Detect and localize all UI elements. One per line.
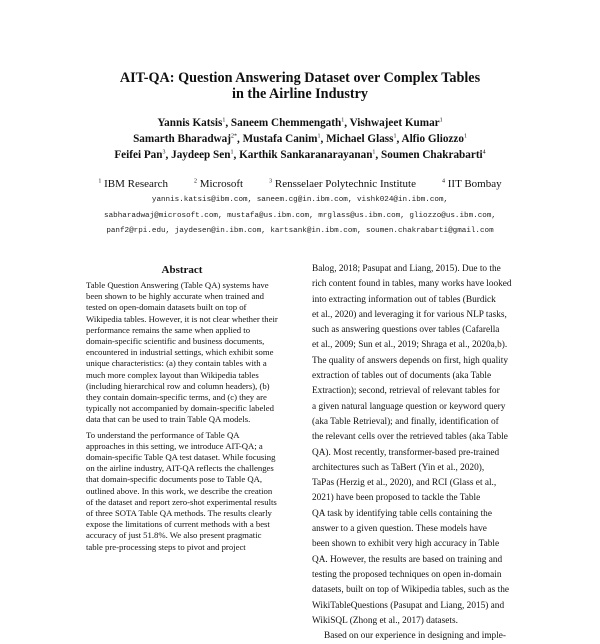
author-name: Alfio Gliozzo [401, 133, 464, 145]
abstract-heading: Abstract [161, 264, 203, 276]
affiliation-list [60, 177, 540, 191]
email-line: panf2@rpi.edu, jaydesen@in.ibm.com, kartsank@in.ibm.com, soumen.chakrabarti@gmail.com [106, 227, 494, 235]
email-line: sabharadwaj@microsoft.com, mustafa@us.ibm.com, mrglass@us.ibm.com, gliozzo@us.ibm.com, [104, 211, 496, 220]
affiliation-mark: 2 [193, 178, 197, 185]
author-affiliation-mark: 1 [393, 133, 397, 140]
author-affiliation-mark: 1 [222, 117, 226, 124]
author-line: Samarth Bharadwaj$^{2*}$, Mustafa Canim$^1$, Michael Glass$^1$, Alfio Gliozzo$^1$ [133, 133, 467, 145]
body-text-line: Based on our experience in designing and imple- [324, 631, 507, 642]
author-affiliation-mark: 1 [463, 133, 467, 140]
affiliation-mark: 4 [442, 178, 445, 185]
author-name: Saneem Chemmengath [230, 117, 342, 129]
body-text-line: the relevant cells over the retrieved tables (aka Table [312, 432, 508, 443]
author-name: Feifei Pan [114, 149, 163, 161]
title-line: AIT-QA: Question Answering Dataset over Complex Tables [119, 70, 481, 86]
body-text-line: TaPas (Herzig et al., 2020), and RCI (Glass et al., [312, 478, 497, 489]
email-line: yannis.katsis@ibm.com, saneem.cg@in.ibm.com, vishk024@in.ibm.com, [151, 196, 449, 204]
body-text-line: Balog, 2018; Pasupat and Liang, 2015). Due to the [312, 264, 501, 274]
body-text-line: architectures such as TaBert (Yin et al., 2020), [312, 462, 485, 473]
body-text-line: been shown to exhibit very high accuracy in Table [312, 539, 500, 550]
email-list [40, 193, 560, 240]
body-text-line: WikiTableQuestions (Pasupat and Liang, 2015) and [312, 600, 505, 611]
body-text-line: extraction of tables out of documents (aka Table [312, 371, 492, 382]
affiliation [98, 177, 168, 191]
title-line: in the Airline Industry [232, 86, 368, 102]
body-text-line: answer to a given question. These models have [312, 524, 487, 535]
body-text-line: a given natural language question or keyword query [312, 401, 506, 412]
author-affiliation-mark: 1 [372, 149, 376, 156]
body-text-line: testing the proposed techniques on open in-domain [312, 569, 502, 580]
author-affiliation-mark: 1 [230, 149, 234, 156]
affiliation-name: Microsoft [199, 178, 244, 190]
author-affiliation-mark: 4 [482, 149, 486, 156]
body-text-line: QA). Most recently, transformer-based pre-trained [312, 447, 500, 458]
author-affiliation-mark: 1 [317, 133, 321, 140]
author-line: Yannis Katsis$^1$, Saneem Chemmengath$^1$, Vishwajeet Kumar$^1$ [157, 117, 443, 129]
affiliation [269, 177, 416, 191]
body-text-line: (aka Table Retrieval); and finally, identification of [312, 416, 499, 427]
author-affiliation-mark: 3 [162, 149, 166, 156]
abstract-paragraph: Table Question Answering (Table QA) systems have been shown to be highly accurate when trained and tested on open-domain datasets built on top of Wikipedia tables. However, it is not clear whether their performance remains the same when applied to domain-specific scientific and business documents, encountered in industrial settings, which exhibit some unique characteristics: (a) they contain tables with a much more complex layout than Wikipedia tables (including hierarchical row and column headers), (b) they contain domain-specific terms, and (c) they are typically not accompanied by domain-specific labeled data that can be used to train Table QA models. [86, 280, 278, 425]
affiliation [442, 177, 502, 191]
author-name: Jaydeep Sen [171, 149, 231, 161]
body-text-line: et al., 2009; Sun et al., 2019; Shraga et al., 2020a,b). [312, 340, 508, 351]
body-text-line: et al., 2020) and leveraging it for various NLP tasks, [312, 309, 507, 320]
author-name: Michael Glass [326, 133, 394, 145]
body-text-line: The quality of answers depends on first, high quality [312, 355, 508, 366]
body-text-line: QA. However, the results are based on training and [312, 554, 503, 565]
body-text-line: WikiSQL (Zhong et al., 2017) datasets. [312, 615, 458, 626]
body-text-line: Extraction); second, retrieval of relevant tables for [312, 386, 500, 397]
affiliation-name: IIT Bombay [447, 178, 502, 190]
body-text-line: into extracting information out of tables (Burdick [312, 294, 496, 305]
author-name: Yannis Katsis [157, 117, 223, 129]
author-name: Soumen Chakrabarti [381, 149, 483, 161]
paper-title [60, 70, 540, 102]
author-affiliation-mark: 1 [439, 117, 443, 124]
author-name: Karthik Sankaranarayanan [239, 149, 373, 161]
author-name: Samarth Bharadwaj [133, 133, 231, 145]
author-affiliation-mark: 2* [230, 133, 237, 140]
body-text-line: such as answering questions over tables (Cafarella [312, 325, 500, 336]
affiliation [194, 177, 243, 191]
affiliation-name: IBM Research [104, 178, 168, 190]
body-text-line: datasets, built on top of Wikipedia tables, such as the [312, 585, 509, 596]
author-name: Mustafa Canim [242, 133, 318, 145]
abstract-paragraph: To understand the performance of Table QA approaches in this setting, we introduce AIT-QA; a domain-specific Table QA test dataset. While focusing on the airline industry, AIT-QA reflects the challenges that domain-specific documents pose to Table QA, outlined above. In this work, we describe the creation of the dataset and report zero-shot experimental results of three SOTA Table QA methods. The results clearly expose the limitations of current methods with a best accuracy of just 51.8%. We also present pragmatic table pre-processing steps to pivot and project [86, 429, 277, 552]
author-list [60, 115, 540, 163]
affiliation-name: Rensselaer Polytechnic Institute [274, 178, 416, 190]
affiliation-mark: 1 [98, 178, 102, 185]
body-text-line: 2021) have been proposed to tackle the Table [312, 493, 481, 504]
author-affiliation-mark: 1 [341, 117, 345, 124]
abstract-body [86, 280, 278, 557]
body-text-line: QA task by identifying table cells containing the [312, 508, 492, 519]
author-name: Vishwajeet Kumar [349, 117, 440, 129]
intro-column [312, 262, 534, 644]
affiliation-mark: 3 [269, 178, 273, 185]
body-text-line: rich content found in tables, many works have looked [312, 279, 512, 290]
author-line: Feifei Pan$^3$, Jaydeep Sen$^1$, Karthik Sankaranarayanan$^1$, Soumen Chakrabarti$^4$ [114, 149, 486, 161]
